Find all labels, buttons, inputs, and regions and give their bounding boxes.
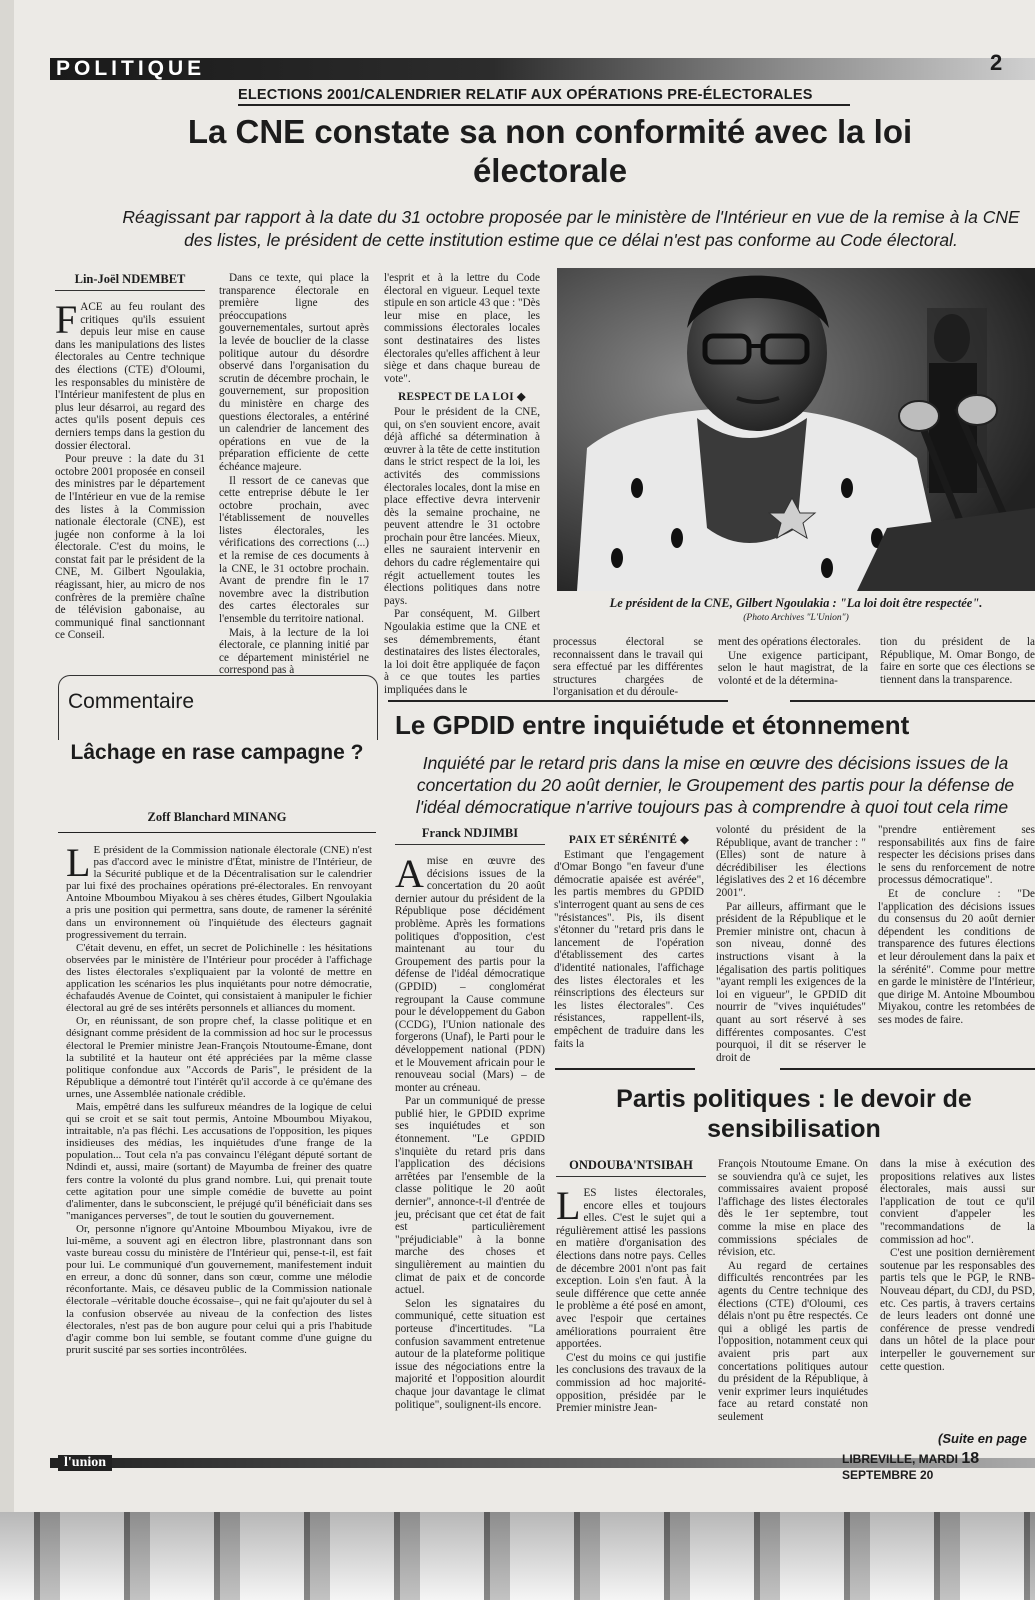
gpdid-byline: Franck NDJIMBI xyxy=(395,826,545,845)
paragraph: Par un communiqué de presse publié hier, le GPDID exprime ses inquiétudes et son étonnement. "Le GPDID s'inquiète du retard pris dans l'application des décisions arrêtées par l'ensemble de la classe politique le 20 août dernier", annonce-t-il d'entrée de jeu, précisant que cet état de fait est particulièrement "préjudiciable" à la bonne marche des choses et singulièrement au maintien du climat de paix et de concorde actuel. xyxy=(395,1095,545,1297)
footer-day: 18 xyxy=(961,1450,980,1467)
paragraph: Pour le président de la CNE, qui, on s'en souvient encore, avait déjà affiché sa détermination à œuvrer à la tête de cette institution dans le strict respect de la loi, les activités des commissions électorales locales, dont la mise en place effective devra intervenir dès la semaine prochaine, ne peuvent attendre le 31 octobre prochain pour être lancées. Mieux, elles ne sauraient intervenir en dehors du cadre réglementaire qui régit actuellement toutes les élections politiques dans notre pays. xyxy=(384,405,540,607)
divider xyxy=(780,1068,1035,1070)
paragraph: mise en œuvre des décisions issues de la concertation du 20 août dernier autour du président de la République pose décidément problème. Après les formations politiques d'opposition, c'est maintenant au tour du Groupement des partis pour la défense de l'idéal démocratique (GPDID) – conglomérat regroupant la Cause commune pour le développement du Gabon (CCDG), l'Union nationale des forgerons (Unaf), le Parti pour le développement national (PDN) et le Mouvement africain pour le renouveau social (Mars) – de monter au créneau. xyxy=(395,855,545,1094)
gpdid-col-3 xyxy=(716,824,866,1064)
main-col-2 xyxy=(219,272,369,677)
paragraph: C'était devenu, en effet, un secret de Polichinelle : les hésitations observées par le ministère de l'Intérieur pour procéder à l'affichage des listes électorales s'expliquaient par la volonté de mettre en application les scénarios les plus inquiétants pour notre démocratie, échafaudés Avenue de Cointet, qui consistaient à manipuler le fichier électoral au gré de ses intérêts personnels et alliances du moment. xyxy=(66,941,372,1015)
paragraph: Pour preuve : la date du 31 octobre 2001 proposée en conseil des ministres par le département de l'Intérieur en vue de la remise des listes à la Commission nationale électorale (CNE), est jugée non conforme à la loi électorale. C'est du moins, le constat fait par le président de la CNE, M. Gilbert Ngoulakia, réagissant, hier, au micro de nos confrères de la première chaîne de télévision gabonaise, au communiqué final sanctionnant ce Conseil. xyxy=(55,453,205,642)
paragraph: C'est du moins ce qui justifie les conclusions des travaux de la commission ad hoc majorité-opposition, présidée par le Premier ministre Jean- xyxy=(556,1351,706,1415)
article-kicker: ELECTIONS 2001/CALENDRIER RELATIF AUX OPÉRATIONS PRE-ÉLECTORALES xyxy=(238,87,850,106)
divider xyxy=(555,1068,695,1070)
paragraph: ment des opérations électorales. xyxy=(718,636,861,648)
paragraph: Dans ce texte, qui place la transparence électorale en première ligne des préoccupations gouvernementales, surtout après la levée de bouclier de la classe politique autour du désordre observé dans l'organisation du scrutin de décembre prochain, le gouvernement, sur proposition du ministère en charge des questions électorales, a entériné un calendrier de lancement des opérations en vue de la préparation efficiente de cette échéance majeure. xyxy=(219,272,369,473)
grille-shade xyxy=(0,1512,1035,1600)
partis-col-3 xyxy=(880,1158,1035,1426)
portrait-photo xyxy=(557,268,1035,591)
portrait-illustration xyxy=(557,268,1035,591)
drop-cap: A xyxy=(395,851,424,896)
paragraph: ACE au feu roulant des critiques qu'ils essuient depuis leur mise en cause dans les manipulations des listes électorales au Centre technique des élections (CTE) d'Oloumi, les responsables du ministère de l'Intérieur manifestent de plus en plus leur désarroi, au regard des actes qu'ils posent depuis ces derniers temps dans la gestion du dossier électoral. xyxy=(55,301,205,452)
photo-caption: Le président de la CNE, Gilbert Ngoulakia : "La loi doit être respectée". xyxy=(609,596,983,610)
paragraph: processus électoral se reconnaissent dans le travail qui sera effectué par les différentes structures chargées de l'organisation et du déroule- xyxy=(553,636,703,699)
paragraph: dans la mise à exécution des propositions relatives aux listes électorales, mais aussi sur l'application de tout ce qu'il convient d'appeler les "recommandations de la commission ad hoc". xyxy=(880,1158,1035,1246)
main-headline: La CNE constate sa non conformité avec la loi électorale xyxy=(187,113,913,189)
drop-cap: L xyxy=(66,840,91,885)
footer-date xyxy=(842,1450,1035,1482)
commentary-label: Commentaire xyxy=(68,690,195,713)
gpdid-lede-line: l'idéal démocratique n'arrive toujours pas à comprendre à quoi tout cela rime xyxy=(415,797,1009,817)
main-col-4 xyxy=(553,636,703,699)
divider xyxy=(790,700,1035,702)
gpdid-headline: Le GPDID entre inquiétude et étonnement xyxy=(395,710,910,740)
main-col-3 xyxy=(384,272,540,696)
partis-col-1 xyxy=(556,1158,706,1448)
drop-cap: L xyxy=(556,1183,581,1228)
gpdid-lede-line: concertation du 20 août dernier, le Groupement des partis pour la défense de xyxy=(416,775,1015,795)
main-lede: Réagissant par rapport à la date du 31 octobre proposée par le ministère de l'Intérieur en vue de la remise à la CNE des listes, le président de cette institution estime que ce délai n'est pas conforme au Code électoral. xyxy=(122,207,1020,250)
commentary-byline: Zoff Blanchard MINANG xyxy=(147,810,287,824)
section-label: POLITIQUE xyxy=(56,57,206,80)
paragraph: François Ntoutoume Emane. On se souviendra qu'à ce sujet, les commissaires avaient proposé l'affichage des listes électorales dès le 1er septembre, tout comme la mise en place des commissions spéciales de révision, etc. xyxy=(718,1158,868,1259)
paragraph: Or, en réunissant, de son propre chef, la classe politique et en désignant comme président de la commission ad hoc sur le processus électoral le Premier ministre Jean-François Ntoutoume-Émane, dont la subtilité et la hauteur ont été appréciées par la même classe politique confondue aux "Accords de Paris", le président de la République a démontré tout l'intérêt qu'il accorde à ce qu'émane des urnes, une Assemblée nationale crédible. xyxy=(66,1015,372,1100)
divider xyxy=(388,700,728,702)
partis-col-2 xyxy=(718,1158,868,1448)
main-byline: Lin-Joël NDEMBET xyxy=(55,272,205,291)
paper-name: l'union xyxy=(58,1455,112,1471)
subhead: PAIX ET SÉRÉNITÉ ◆ xyxy=(568,834,690,846)
paragraph: C'est une position dernièrement soutenue par les responsables des partis tels que le PGP, le RNB-Nouveau départ, du CDJ, du PSD, etc. Ces partis, à travers certains de leurs leaders ont donné une conférence de presse vendredi dans un hôtel de la place pour interpeller le gouvernement sur cette question. xyxy=(880,1247,1035,1373)
subhead: RESPECT DE LA LOI ◆ xyxy=(398,391,526,404)
continued-notice: (Suite en page xyxy=(938,1431,1027,1446)
partis-byline: ONDOUBA'NTSIBAH xyxy=(556,1158,706,1177)
paragraph: Au regard de certaines difficultés rencontrées par les agents du Centre technique des élections (CTE) d'Oloumi, ces délais n'ont pu être respectés. Ce qui a obligé les partis de l'opposition, notamment ceux qui avaient pris part aux concertations politiques autour du président de la République, à venir exprimer leurs inquiétudes face au retard constaté non seulement xyxy=(718,1259,868,1423)
paragraph: tion du président de la République, M. Omar Bongo, de faire en sorte que ces élections se tiennent dans la transparence. xyxy=(880,636,1035,686)
paragraph: "prendre entièrement ses responsabilités aux fins de faire respecter les décisions prises dans le sens du renforcement de notre processus démocratique". xyxy=(878,824,1035,887)
paragraph: Estimant que l'engagement d'Omar Bongo "en faveur d'une démocratie apaisée est avérée", les partis membres du GPDID s'interrogent quant au sens de ces "résistances". Pis, ils disent s'étonner du "retard pris dans le lancement de l'opération d'établissement des cartes d'identité nationales, l'affichage des listes électorales et les réinscriptions des électeurs sur les listes électorales". Ces résistances, rappellent-ils, empêchent de traduire dans les faits la xyxy=(554,848,704,1050)
paragraph: E président de la Commission nationale électorale (CNE) n'est pas d'accord avec le ministre d'État, ministre de l'Intérieur, de la Sécurité publique et de la Décentralisation sur le calendrier par lui fixé des prochaines opérations pré-électorales. En renvoyant Antoine Mboumbou Miyakou à ses chères études, Gilbert Ngoulakia a pris une position qui permettra, sans doute, de ramener la sérénité dans un environnement où l'inquiétude des électeurs gagnait progressivement du terrain. xyxy=(66,844,372,941)
paragraph: Par ailleurs, affirmant que le président de la République et le Premier ministre ont, chacun à son niveau, donné des instructions visant à la légalisation des partis politiques "ayant rempli les exigences de la loi en vigueur", le GPDID dit nourrir de "vives inquiétudes" quant au sort réservé à ses différentes composantes. C'est pourquoi, il dit se réserver le droit de xyxy=(716,900,866,1064)
gpdid-lede-line: Inquiété par le retard pris dans la mise en œuvre des décisions issues de la xyxy=(422,753,1009,773)
paragraph: Mais, à la lecture de la loi électorale, ce planning initié par ce département ministériel ne correspond pas à xyxy=(219,626,369,677)
gpdid-col-2 xyxy=(554,834,704,1054)
paragraph: ES listes électorales, encore elles et toujours elles. C'est le sujet qui a régulièrement attisé les passions en matière d'organisation des élections dans notre pays. Celles de décembre 2001 n'ont pas fait exception. Loin s'en faut. À la seule différence que cette année le problème a été posé en amont, avec l'espoir que certaines améliorations pourraient être apportées. xyxy=(556,1187,706,1351)
gpdid-col-4 xyxy=(878,824,1035,1046)
commentary-body xyxy=(66,840,372,1400)
main-col-6 xyxy=(880,636,1035,692)
commentary-title: Lâchage en rase campagne ? xyxy=(70,741,364,764)
paragraph: Mais, empêtré dans les sulfureux méandres de la logique de celui qui se croit et se sait tout permis, Antoine Mboumbou Miyakou, intraitable, n'a pas fléchi. Les accusations de l'opposition, les piques insidieuses des médias, les inquiétudes d'une frange de la population... Tout cela n'a pas convaincu l'élégant député sortant de Ndindi et, aussi, maire (sortant) de Mayumba de freiner des quatre fers contre la volonté du plus grand nombre. Lui, qui prenait toute cette agitation pour une simple comédie de buvette au point d'alimenter, dans le subconscient, le préjugé qu'il bénéficiait dans ses "manigances perverses", de tout le soutien du gouvernement. xyxy=(66,1100,372,1222)
paragraph: Selon les signataires du communiqué, cette situation est porteuse d'incertitudes. "La confusion savamment entretenue autour de la plateforme politique issue des négociations entre la majorité et l'opposition alourdit chaque jour davantage le climat politique", soulignent-ils encore. xyxy=(395,1297,545,1411)
footer-place: LIBREVILLE, MARDI xyxy=(842,1452,962,1466)
paragraph: Or, personne n'ignore qu'Antoine Mboumbou Miyakou, ivre de lui-même, a souvent agi en électron libre, plastronnant dans son vaste bureau cossu du ministère de l'Intérieur qui, pense-t-il, est fait pour lui. Le communiqué d'un gouvernement, manifestement induit en erreur, a donc dû sonner, dans son cœur, comme une mélodie réconfortante. Mais, ce désaveu public de la Commission nationale électorale –véritable douche écossaise–, qui ne fait qu'ajouter du sel à la confusion observée au niveau de la confection des listes électorales, n'est pas de bon augure pour celui qui a pris l'habitude d'agir comme bon lui semble, se foutant comme d'une guigne du prurit suscité par ses sorties incontrôlées. xyxy=(66,1222,372,1356)
main-col-5 xyxy=(718,636,868,692)
gpdid-col-1 xyxy=(395,826,545,1411)
main-col-1 xyxy=(55,272,205,644)
paragraph: Une exigence participant, selon le haut magistrat, de la volonté et de la détermina- xyxy=(718,649,868,687)
paragraph: Il ressort de ce canevas que cette entreprise débute le 1er octobre prochain, avec l'établissement de nouvelles listes électorales, les vérifications des corrections (...) et la remise de ces documents à la CNE, le 31 octobre prochain. Avant de prendre fin le 17 novembre avec la distribution des cartes électorales sur l'ensemble du territoire national. xyxy=(219,474,369,626)
partis-headline: Partis politiques : le devoir de sensibilisation xyxy=(616,1085,972,1143)
paragraph: Par conséquent, M. Gilbert Ngoulakia estime que la CNE et ses démembrements, étant destinataires des listes électorales, la loi doit être appliquée de façon à ce que toutes les parties impliquées dans le xyxy=(384,608,540,696)
paragraph: volonté du président de la République, avant de trancher : "(Elles) sont de nature à décrédibiliser les élections législatives des 2 et 16 décembre 2001". xyxy=(716,824,866,899)
background-grille xyxy=(0,1512,1035,1600)
drop-cap: F xyxy=(55,297,78,342)
footer-month: SEPTEMBRE 20 xyxy=(842,1468,934,1482)
divider xyxy=(58,832,376,833)
page-number: 2 xyxy=(990,50,1003,75)
photo-credit: (Photo Archives "L'Union") xyxy=(743,613,849,623)
paragraph: Et de conclure : "De l'application des décisions issues du consensus du 20 août dernier dépendent les conditions de transparence des futures élections et leur déroulement dans la paix et la sérénité". Comme pour mettre en garde le ministère de l'Intérieur, que dirige M. Antoine Mboumbou Miyakou, contre les retombées de ses modes de faire. xyxy=(878,887,1035,1026)
paragraph: l'esprit et à la lettre du Code électoral en vigueur. Lequel texte stipule en son article 43 que : "Dès leur mise en place, les commissions électorales locales sont destinataires des listes électorales qu'elles affichent à leur siège et dans chaque bureau de vote". xyxy=(384,272,540,385)
